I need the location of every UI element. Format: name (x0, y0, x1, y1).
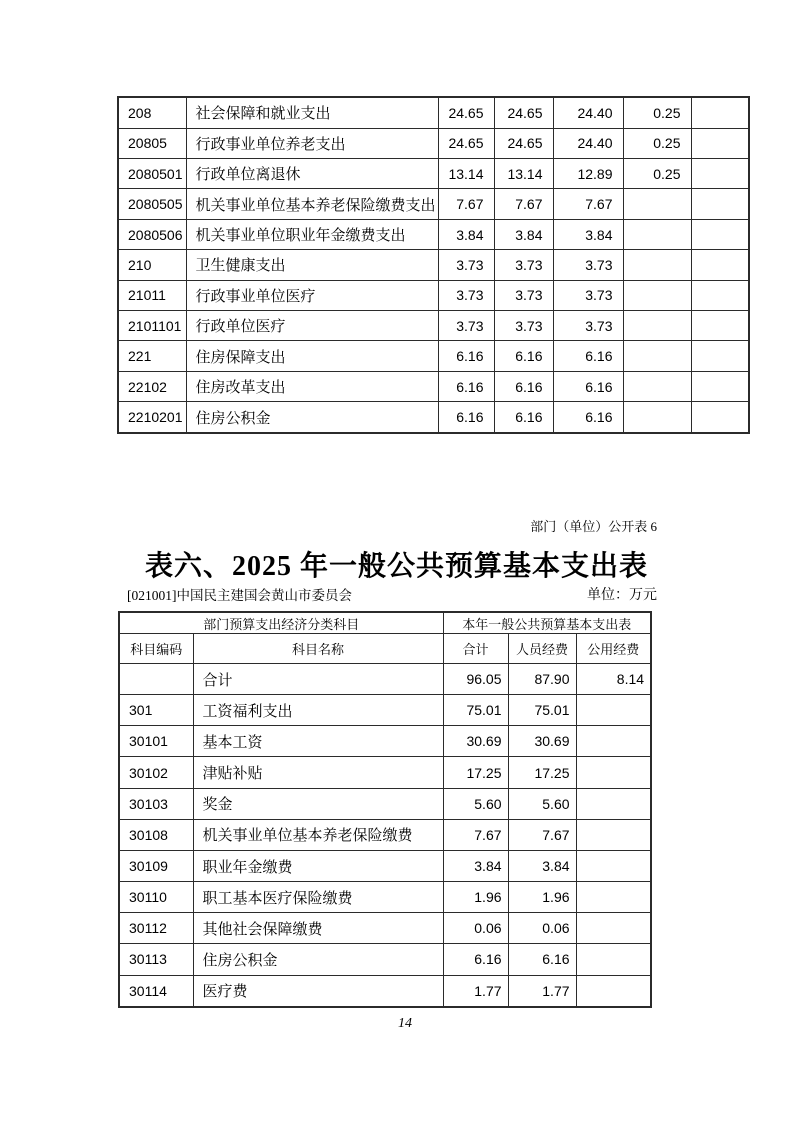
public-cell: 8.14 (576, 664, 651, 695)
value-cell: 3.73 (553, 311, 623, 341)
value-cell: 3.73 (494, 311, 553, 341)
code-cell: 2080501 (118, 159, 186, 189)
total-cell: 17.25 (443, 757, 508, 788)
value-cell: 24.65 (494, 97, 553, 128)
page-number: 14 (398, 1016, 412, 1031)
total-cell: 1.96 (443, 882, 508, 913)
value-cell: 6.16 (553, 341, 623, 371)
code-cell: 221 (118, 341, 186, 371)
public-cell (576, 850, 651, 881)
value-cell: 6.16 (494, 341, 553, 371)
name-cell: 机关事业单位基本养老保险缴费支出 (186, 189, 438, 219)
table-row (119, 726, 651, 757)
value-cell: 24.40 (553, 97, 623, 128)
value-cell: 7.67 (438, 189, 494, 219)
total-cell: 96.05 (443, 664, 508, 695)
table-row (118, 371, 749, 401)
table-row (119, 757, 651, 788)
code-cell: 30102 (119, 757, 193, 788)
personnel-cell: 30.69 (508, 726, 576, 757)
value-cell: 6.16 (494, 402, 553, 433)
name-cell: 卫生健康支出 (186, 250, 438, 280)
name-cell: 工资福利支出 (193, 695, 443, 726)
value-cell (691, 219, 749, 249)
code-cell (119, 664, 193, 695)
table-row (118, 219, 749, 249)
name-cell: 职工基本医疗保险缴费 (193, 882, 443, 913)
name-cell: 机关事业单位基本养老保险缴费 (193, 819, 443, 850)
name-cell: 行政事业单位养老支出 (186, 128, 438, 158)
table-row (118, 128, 749, 158)
value-cell (623, 371, 691, 401)
value-cell: 3.73 (494, 250, 553, 280)
value-cell (691, 311, 749, 341)
value-cell: 24.65 (438, 128, 494, 158)
public-cell (576, 757, 651, 788)
functional-expenditure-table (117, 96, 750, 434)
value-cell: 3.84 (494, 219, 553, 249)
table-row (118, 311, 749, 341)
personnel-cell: 3.84 (508, 850, 576, 881)
header-group-row (119, 612, 651, 634)
public-cell (576, 726, 651, 757)
org-unit-line (127, 587, 657, 604)
code-cell: 2101101 (118, 311, 186, 341)
table-row (119, 882, 651, 913)
code-cell: 22102 (118, 371, 186, 401)
public-cell (576, 882, 651, 913)
table-row (118, 189, 749, 219)
value-cell: 6.16 (438, 402, 494, 433)
name-cell: 社会保障和就业支出 (186, 97, 438, 128)
code-cell: 30112 (119, 913, 193, 944)
value-cell: 3.73 (438, 250, 494, 280)
value-cell (691, 341, 749, 371)
code-cell: 30109 (119, 850, 193, 881)
value-cell: 13.14 (494, 159, 553, 189)
value-cell: 7.67 (494, 189, 553, 219)
value-cell: 13.14 (438, 159, 494, 189)
value-cell (691, 189, 749, 219)
public-cell (576, 913, 651, 944)
name-cell: 住房公积金 (193, 944, 443, 975)
name-cell: 合计 (193, 664, 443, 695)
personnel-cell: 5.60 (508, 788, 576, 819)
personnel-cell: 7.67 (508, 819, 576, 850)
total-cell: 30.69 (443, 726, 508, 757)
value-cell: 3.73 (494, 280, 553, 310)
personnel-cell: 17.25 (508, 757, 576, 788)
name-cell: 职业年金缴费 (193, 850, 443, 881)
table-row (119, 913, 651, 944)
page-title: 表六、2025 年一般公共预算基本支出表 (144, 551, 648, 582)
value-cell (623, 219, 691, 249)
total-cell: 1.77 (443, 975, 508, 1007)
personnel-cell: 75.01 (508, 695, 576, 726)
code-cell: 2080506 (118, 219, 186, 249)
table-row (118, 250, 749, 280)
public-cell (576, 944, 651, 975)
total-cell: 6.16 (443, 944, 508, 975)
value-cell: 3.73 (438, 280, 494, 310)
value-cell: 6.16 (438, 371, 494, 401)
value-cell: 6.16 (438, 341, 494, 371)
value-cell (623, 189, 691, 219)
value-cell: 6.16 (553, 371, 623, 401)
value-cell: 24.65 (438, 97, 494, 128)
value-cell (623, 402, 691, 433)
column-header-public: 公用经费 (576, 634, 651, 664)
value-cell: 12.89 (553, 159, 623, 189)
name-cell: 住房公积金 (186, 402, 438, 433)
table-row (119, 850, 651, 881)
unit-label: 单位：万元 (587, 588, 657, 603)
value-cell (623, 280, 691, 310)
code-cell: 210 (118, 250, 186, 280)
column-header-personnel: 人员经费 (508, 634, 576, 664)
name-cell: 医疗费 (193, 975, 443, 1007)
value-cell: 24.40 (553, 128, 623, 158)
header-group-right: 本年一般公共预算基本支出表 (443, 612, 651, 634)
value-cell (691, 159, 749, 189)
value-cell (691, 402, 749, 433)
value-cell (623, 311, 691, 341)
name-cell: 行政单位医疗 (186, 311, 438, 341)
value-cell (691, 128, 749, 158)
personnel-cell: 1.77 (508, 975, 576, 1007)
public-cell (576, 695, 651, 726)
column-header-total: 合计 (443, 634, 508, 664)
column-header-name: 科目名称 (193, 634, 443, 664)
code-cell: 30108 (119, 819, 193, 850)
table-row (118, 97, 749, 128)
total-cell: 5.60 (443, 788, 508, 819)
table-row (119, 788, 651, 819)
value-cell: 0.25 (623, 97, 691, 128)
code-cell: 21011 (118, 280, 186, 310)
value-cell: 3.73 (553, 280, 623, 310)
name-cell: 行政事业单位医疗 (186, 280, 438, 310)
code-cell: 30114 (119, 975, 193, 1007)
code-cell: 30101 (119, 726, 193, 757)
code-cell: 301 (119, 695, 193, 726)
name-cell: 行政单位离退休 (186, 159, 438, 189)
table-row (119, 664, 651, 695)
code-cell: 2080505 (118, 189, 186, 219)
code-cell: 20805 (118, 128, 186, 158)
total-cell: 0.06 (443, 913, 508, 944)
code-cell: 30113 (119, 944, 193, 975)
basic-expenditure-table (118, 611, 652, 1008)
public-cell (576, 975, 651, 1007)
code-cell: 30110 (119, 882, 193, 913)
header-row (119, 634, 651, 664)
name-cell: 奖金 (193, 788, 443, 819)
value-cell (691, 280, 749, 310)
code-cell: 208 (118, 97, 186, 128)
name-cell: 住房改革支出 (186, 371, 438, 401)
value-cell: 3.73 (438, 311, 494, 341)
table-row (118, 402, 749, 433)
table-row (119, 819, 651, 850)
value-cell: 6.16 (553, 402, 623, 433)
total-cell: 75.01 (443, 695, 508, 726)
value-cell (623, 250, 691, 280)
name-cell: 基本工资 (193, 726, 443, 757)
value-cell: 3.84 (553, 219, 623, 249)
header-group-left: 部门预算支出经济分类科目 (119, 612, 443, 634)
public-cell (576, 788, 651, 819)
org-name: [021001]中国民主建国会黄山市委员会 (127, 588, 352, 603)
value-cell: 0.25 (623, 128, 691, 158)
value-cell: 6.16 (494, 371, 553, 401)
table-row (119, 695, 651, 726)
value-cell (623, 341, 691, 371)
sheet-note: 部门（单位）公开表 6 (530, 519, 657, 534)
value-cell: 3.73 (553, 250, 623, 280)
table-row (119, 975, 651, 1007)
value-cell: 7.67 (553, 189, 623, 219)
value-cell (691, 97, 749, 128)
value-cell: 24.65 (494, 128, 553, 158)
value-cell (691, 371, 749, 401)
personnel-cell: 1.96 (508, 882, 576, 913)
public-cell (576, 819, 651, 850)
name-cell: 机关事业单位职业年金缴费支出 (186, 219, 438, 249)
value-cell: 3.84 (438, 219, 494, 249)
name-cell: 其他社会保障缴费 (193, 913, 443, 944)
table-row (118, 280, 749, 310)
code-cell: 2210201 (118, 402, 186, 433)
total-cell: 3.84 (443, 850, 508, 881)
personnel-cell: 87.90 (508, 664, 576, 695)
total-cell: 7.67 (443, 819, 508, 850)
table-row (118, 341, 749, 371)
value-cell: 0.25 (623, 159, 691, 189)
name-cell: 津贴补贴 (193, 757, 443, 788)
name-cell: 住房保障支出 (186, 341, 438, 371)
personnel-cell: 6.16 (508, 944, 576, 975)
table-row (119, 944, 651, 975)
value-cell (691, 250, 749, 280)
table-row (118, 159, 749, 189)
code-cell: 30103 (119, 788, 193, 819)
column-header-code: 科目编码 (119, 634, 193, 664)
personnel-cell: 0.06 (508, 913, 576, 944)
